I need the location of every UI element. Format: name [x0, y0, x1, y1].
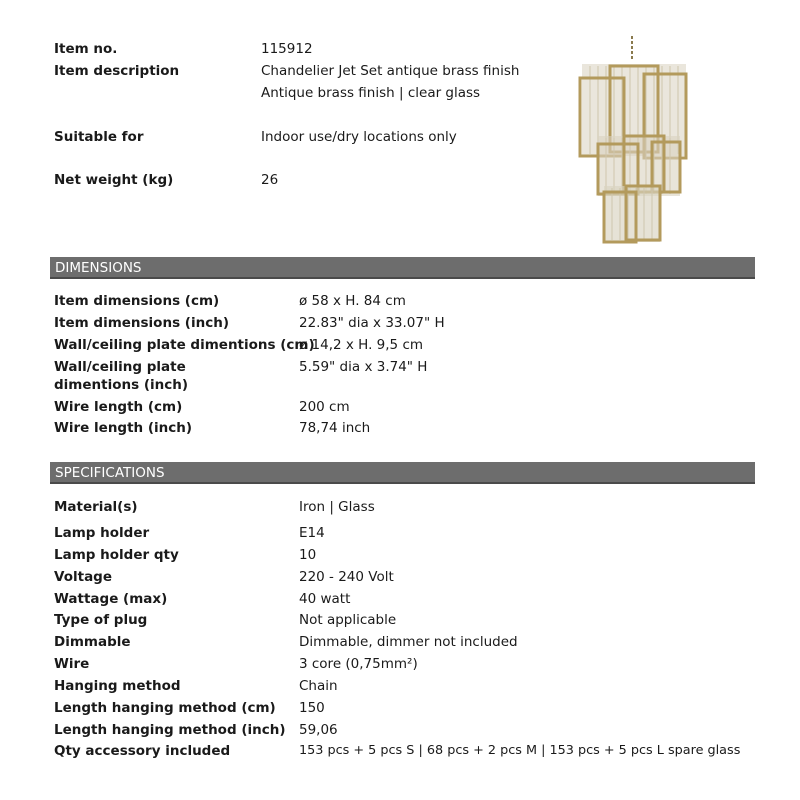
spec-label: Wire [54, 656, 90, 672]
spec-value: 3 core (0,75mm²) [299, 656, 418, 672]
spec-value: Iron | Glass [299, 499, 375, 515]
dimension-label: Item dimensions (inch) [54, 315, 229, 331]
spec-value: Chain [299, 678, 338, 694]
spec-value: Dimmable, dimmer not included [299, 634, 518, 650]
spec-value: 153 pcs + 5 pcs S | 68 pcs + 2 pcs M | 153 pcs + 5 pcs L spare glass [299, 743, 741, 758]
dimension-label: Wire length (inch) [54, 420, 193, 436]
dimensions-section-header [50, 257, 755, 279]
dimension-label: Wall/ceiling plate dimentions (cm) [54, 337, 315, 353]
net-weight-value: 26 [261, 172, 279, 188]
suitable-for-label: Suitable for [54, 129, 144, 145]
dimensions-title: DIMENSIONS [55, 260, 142, 276]
spec-label: Type of plug [54, 612, 148, 628]
spec-value: 220 - 240 Volt [299, 569, 394, 585]
spec-value: 10 [299, 547, 317, 563]
dimension-value: ø 58 x H. 84 cm [299, 293, 406, 309]
chandelier-product-image [560, 36, 700, 246]
spec-label: Lamp holder [54, 525, 150, 541]
spec-label: Length hanging method (inch) [54, 722, 286, 738]
spec-value: Not applicable [299, 612, 397, 628]
spec-value: 40 watt [299, 591, 351, 607]
spec-label: Dimmable [54, 634, 131, 650]
item-description-line1: Chandelier Jet Set antique brass finish [261, 63, 520, 79]
net-weight-label: Net weight (kg) [54, 172, 174, 188]
specifications-section-header [50, 462, 755, 484]
dimension-value: 22.83" dia x 33.07" H [299, 315, 445, 331]
spec-label: Wattage (max) [54, 591, 168, 607]
dimension-value: 5.59" dia x 3.74" H [299, 359, 428, 375]
spec-label: Qty accessory included [54, 743, 231, 759]
spec-label: Voltage [54, 569, 112, 585]
spec-value: E14 [299, 525, 325, 541]
dimension-label: Item dimensions (cm) [54, 293, 220, 309]
spec-value: 150 [299, 700, 325, 716]
spec-label: Material(s) [54, 499, 138, 515]
suitable-for-value: Indoor use/dry locations only [261, 129, 457, 145]
spec-label: Length hanging method (cm) [54, 700, 276, 716]
spec-label: Hanging method [54, 678, 181, 694]
item-description-label: Item description [54, 63, 180, 79]
item-description-line2: Antique brass finish | clear glass [261, 85, 481, 101]
dimension-value: 78,74 inch [299, 420, 371, 436]
spec-value: 59,06 [299, 722, 338, 738]
dimension-label: Wall/ceiling plate dimentions (inch) [54, 359, 189, 393]
dimension-label: Wire length (cm) [54, 399, 183, 415]
spec-label: Lamp holder qty [54, 547, 179, 563]
dimension-value: 200 cm [299, 399, 350, 415]
item-no-label: Item no. [54, 41, 118, 57]
dimension-value: ø 14,2 x H. 9,5 cm [299, 337, 424, 353]
specifications-title: SPECIFICATIONS [55, 465, 165, 481]
item-no-value: 115912 [261, 41, 313, 57]
